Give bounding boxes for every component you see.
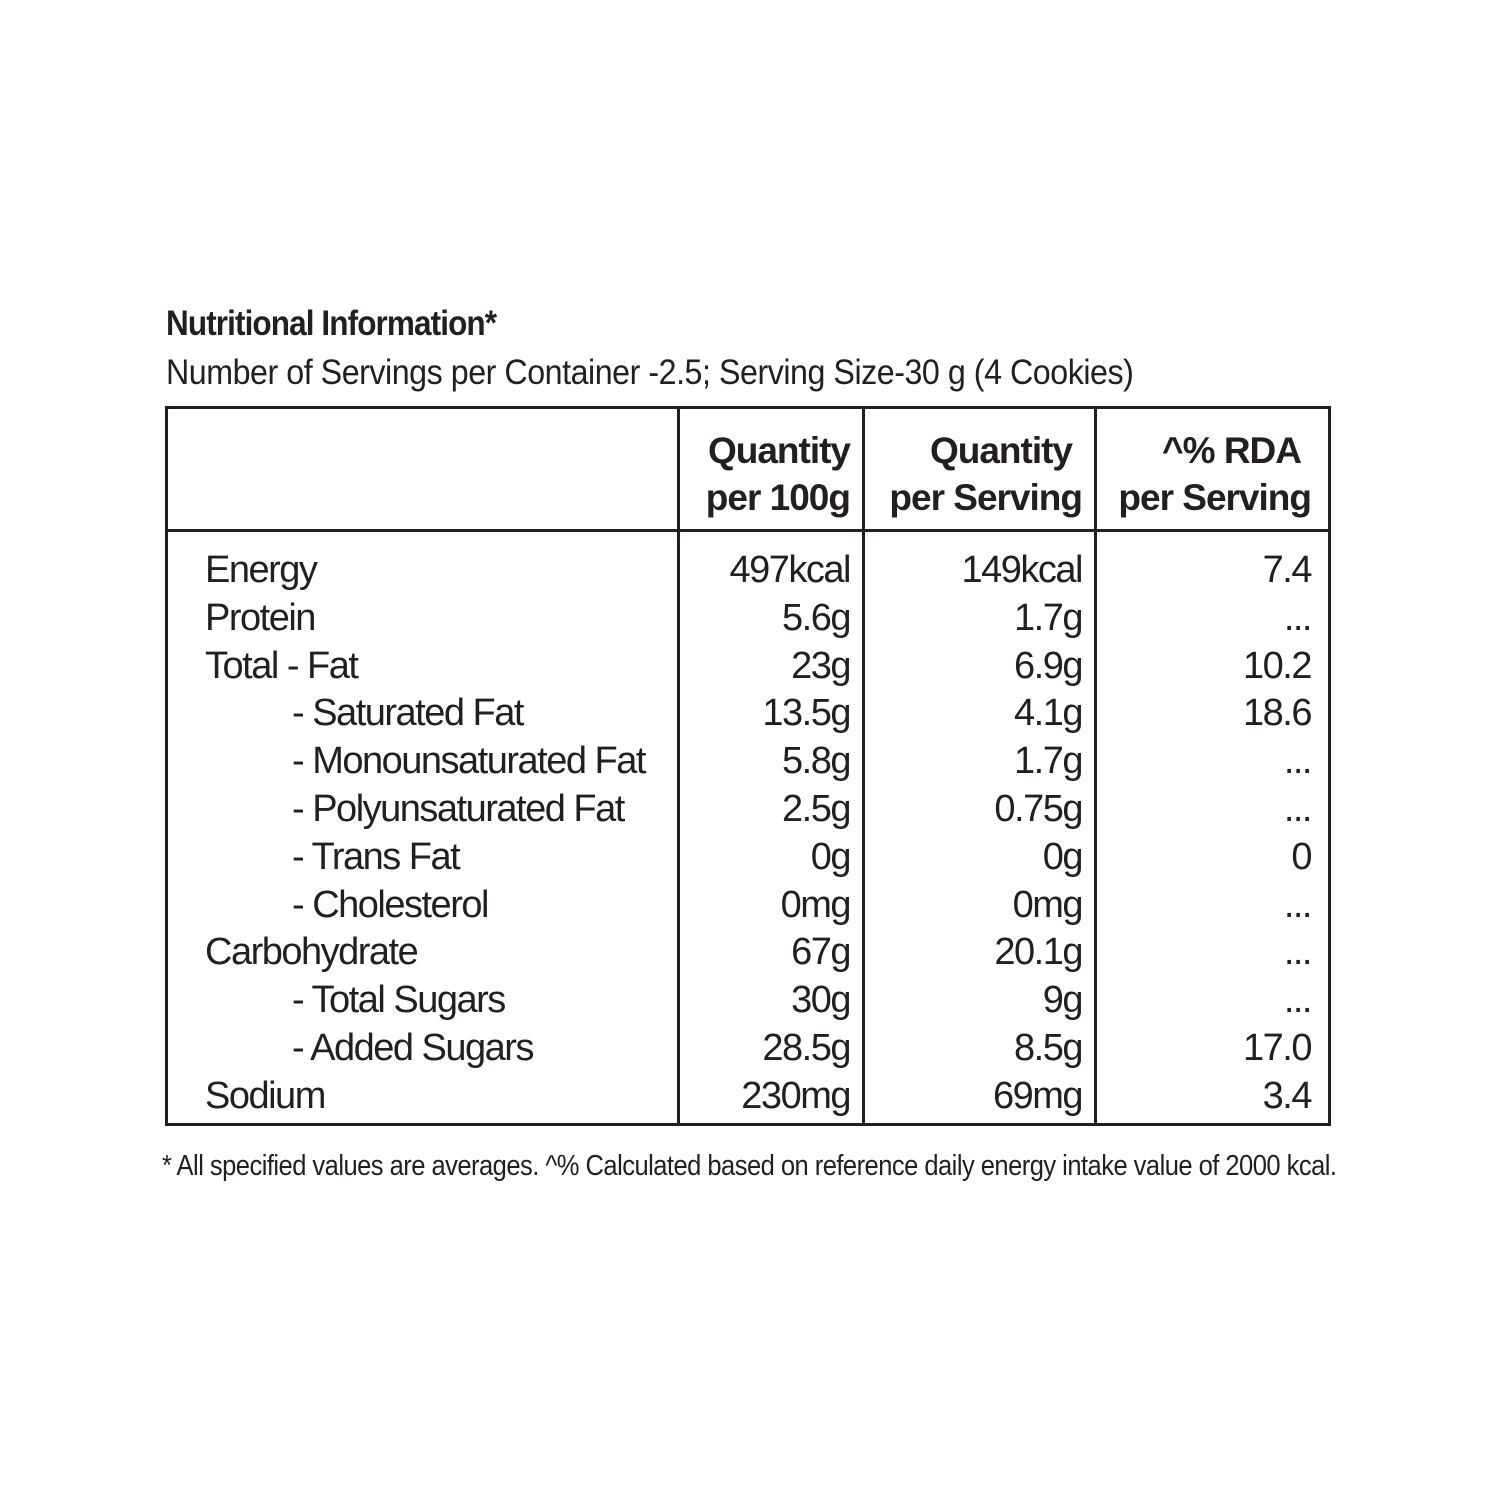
- header-rda-per-serving: [1118, 427, 1311, 521]
- rda-per-serving: 18.6: [1243, 692, 1311, 735]
- table-row: [168, 643, 1328, 691]
- quantity-per-serving: 0mg: [1012, 883, 1082, 926]
- table-row: [168, 738, 1328, 786]
- nutrient-name: - Polyunsaturated Fat: [292, 787, 624, 830]
- quantity-per-100g: 497kcal: [729, 549, 850, 591]
- quantity-per-serving: 20.1g: [994, 931, 1082, 974]
- table-row: [168, 690, 1328, 738]
- nutrient-name: - Total Sugars: [292, 979, 505, 1022]
- quantity-per-serving: 0.75g: [994, 787, 1082, 830]
- footnote: * All specified values are averages. ^% Calculated based on reference daily energy intake value of 2000 kcal.: [162, 1150, 1337, 1182]
- quantity-per-serving: 149kcal: [961, 549, 1082, 591]
- rda-per-serving: ...: [1283, 979, 1311, 1022]
- table-row: [168, 547, 1328, 595]
- table-row: [168, 786, 1328, 834]
- quantity-per-serving: 8.5g: [1014, 1026, 1082, 1069]
- header-divider: [168, 529, 1328, 532]
- rda-per-serving: 17.0: [1243, 1026, 1311, 1069]
- quantity-per-serving: 9g: [1042, 979, 1082, 1022]
- table-row: [168, 595, 1328, 643]
- rda-per-serving: ...: [1283, 596, 1311, 639]
- quantity-per-100g: 5.6g: [782, 596, 850, 639]
- nutrient-name: - Saturated Fat: [292, 692, 523, 735]
- quantity-per-serving: 1.7g: [1014, 596, 1082, 639]
- rda-per-serving: 3.4: [1262, 1074, 1311, 1117]
- header-line: per Serving: [889, 477, 1082, 518]
- quantity-per-serving: 4.1g: [1014, 692, 1082, 735]
- quantity-per-serving: 6.9g: [1014, 644, 1082, 687]
- nutrient-name: - Monounsaturated Fat: [292, 740, 645, 783]
- rda-per-serving: ...: [1283, 740, 1311, 783]
- header-line: per Serving: [1118, 477, 1311, 518]
- header-quantity-per-serving: [889, 427, 1082, 521]
- nutrient-name: Sodium: [205, 1074, 325, 1117]
- table-row: [168, 882, 1328, 930]
- table-row: [168, 834, 1328, 882]
- rda-per-serving: 0: [1291, 835, 1311, 878]
- header-line: ^% RDA: [1162, 430, 1301, 471]
- rda-per-serving: ...: [1283, 883, 1311, 926]
- header-line: per 100g: [705, 477, 850, 518]
- table-row: [168, 1073, 1328, 1121]
- nutrition-table: [165, 406, 1331, 1126]
- nutrient-name: Carbohydrate: [205, 931, 418, 974]
- quantity-per-serving: 0g: [1042, 835, 1082, 878]
- nutrient-name: - Cholesterol: [292, 883, 488, 926]
- quantity-per-100g: 13.5g: [762, 692, 850, 735]
- quantity-per-100g: 5.8g: [782, 740, 850, 783]
- table-body: [168, 547, 1328, 1121]
- quantity-per-100g: 67g: [791, 931, 850, 974]
- rda-per-serving: ...: [1283, 931, 1311, 974]
- table-row: [168, 929, 1328, 977]
- serving-info: Number of Servings per Container -2.5; Serving Size-30 g (4 Cookies): [166, 353, 1134, 392]
- quantity-per-100g: 30g: [791, 979, 850, 1022]
- quantity-per-serving: 1.7g: [1014, 740, 1082, 783]
- quantity-per-100g: 28.5g: [762, 1026, 850, 1069]
- rda-per-serving: ...: [1283, 787, 1311, 830]
- quantity-per-100g: 230mg: [741, 1074, 850, 1117]
- nutrient-name: Energy: [205, 549, 317, 591]
- header-quantity-per-100g: [706, 427, 850, 521]
- quantity-per-serving: 69mg: [992, 1074, 1082, 1117]
- rda-per-serving: 10.2: [1243, 644, 1311, 687]
- table-row: [168, 977, 1328, 1025]
- nutrient-name: - Trans Fat: [292, 835, 460, 878]
- table-row: [168, 1025, 1328, 1073]
- header-line: Quantity: [929, 430, 1072, 471]
- nutrient-name: - Added Sugars: [292, 1026, 533, 1069]
- page-title: Nutritional Information*: [166, 304, 497, 343]
- nutrient-name: Protein: [205, 596, 315, 639]
- quantity-per-100g: 23g: [791, 644, 850, 687]
- rda-per-serving: 7.4: [1262, 549, 1311, 591]
- nutrient-name: Total - Fat: [205, 644, 358, 687]
- quantity-per-100g: 0g: [810, 835, 850, 878]
- header-line: Quantity: [707, 430, 850, 471]
- quantity-per-100g: 0mg: [780, 883, 850, 926]
- quantity-per-100g: 2.5g: [782, 787, 850, 830]
